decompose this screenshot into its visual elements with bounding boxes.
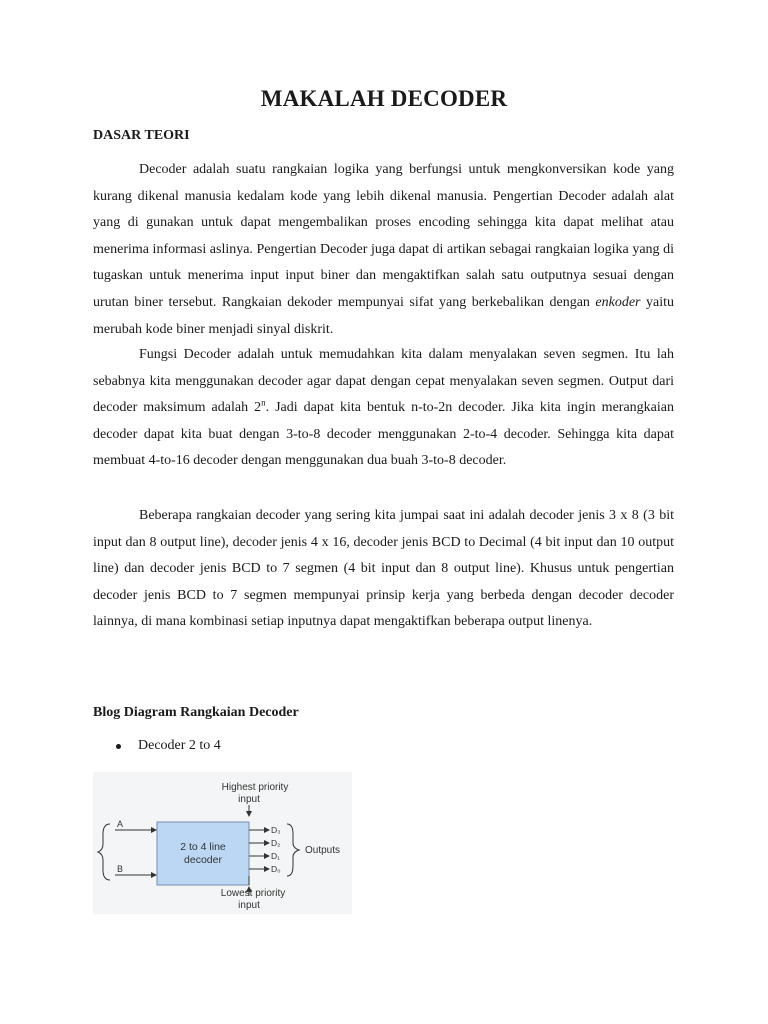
- label-highest-priority: Highest priority: [221, 782, 289, 793]
- label-lowest-priority-input: input: [238, 900, 260, 911]
- label-highest-priority-input: input: [238, 794, 260, 805]
- superscript-n: n: [261, 397, 266, 408]
- output-brace: [287, 824, 299, 876]
- emphasis-enkoder: enkoder: [595, 294, 641, 310]
- paragraph-types: [93, 503, 674, 636]
- bullet-item-decoder-2-to-4: [116, 738, 221, 754]
- block-label-line-1: 2 to 4 line: [180, 841, 226, 853]
- decoder-diagram-svg: [93, 772, 352, 914]
- bullet-item-label: Decoder 2 to 4: [138, 738, 221, 753]
- output-label-d1: D₁: [271, 851, 281, 861]
- input-label-b: B: [117, 864, 124, 874]
- block-label-line-2: decoder: [184, 854, 222, 866]
- paragraph-definition-text-b: yaitu merubah kode biner menjadi sinyal diskrit.: [93, 294, 674, 337]
- paragraph-types-text: Beberapa rangkaian decoder yang sering kita jumpai saat ini adalah decoder jenis 3 x 8 (3 bit input dan 8 output line), decoder jenis 4 x 16, decoder jenis BCD to Decimal (4 bit input dan 10 output line) dan decoder jenis BCD to 7 segmen (4 bit input dan 8 output line). Khusus untuk pengertian decoder jenis BCD to 7 segmen mempunyai prinsip kerja yang berbeda dengan decoder decoder lainnya, di mana kombinasi setiap inputnya dapat mengaktifkan beberapa output linenya.: [93, 508, 674, 630]
- output-label-d0: D₀: [271, 864, 281, 874]
- paragraph-function: [93, 342, 674, 475]
- outputs-label: Outputs: [305, 845, 341, 856]
- decoder-block-diagram: [93, 772, 352, 914]
- paragraph-function-text-a: Fungsi Decoder adalah untuk memudahkan kita dalam menyalakan seven segmen. Itu lah sebabnya kita menggunakan decoder agar dapat dengan cepat menyalakan seven segmen. Output dari decoder maksimum adalah 2: [93, 347, 674, 416]
- document-title: MAKALAH DECODER: [260, 86, 508, 111]
- bullet-dot-icon: [116, 744, 121, 749]
- label-lowest-priority: Lowest priority: [220, 888, 286, 899]
- paragraph-definition-text-a: Decoder adalah suatu rangkaian logika yang berfungsi untuk mengkonversikan kode yang kurang dikenal manusia kedalam kode yang lebih dikenal manusia. Pengertian Decoder adalah alat yang di gunakan untuk dapat mengembalikan proses encoding sehingga kita dapat melihat atau menerima informasi aslinya. Pengertian Decoder juga dapat di artikan sebagai rangkaian logika yang di tugaskan untuk menerima input input biner dan mengaktifkan salah satu outputnya sesuai dengan urutan biner tersebut. Rangkaian dekoder mempunyai sifat yang berkebalikan dengan: [93, 162, 674, 310]
- paragraph-function-text-b: . Jadi dapat kita bentuk n-to-2n decoder. Jika kita ingin merangkaian decoder dapat kita buat dengan 3-to-8 decoder menggunakan 2-to-4 decoder. Sehingga kita dapat membuat 4-to-16 decoder dengan menggunakan dua buah 3-to-8 decoder.: [93, 400, 674, 469]
- output-label-d3: D₃: [271, 825, 281, 835]
- output-label-d2: D₂: [271, 838, 281, 848]
- input-brace: [98, 824, 110, 880]
- input-label-a: A: [117, 819, 124, 829]
- section-heading-dasar-teori: DASAR TEORI: [93, 128, 190, 143]
- section-heading-block-diagram: Blog Diagram Rangkaian Decoder: [93, 705, 299, 720]
- paragraph-definition: [93, 157, 674, 343]
